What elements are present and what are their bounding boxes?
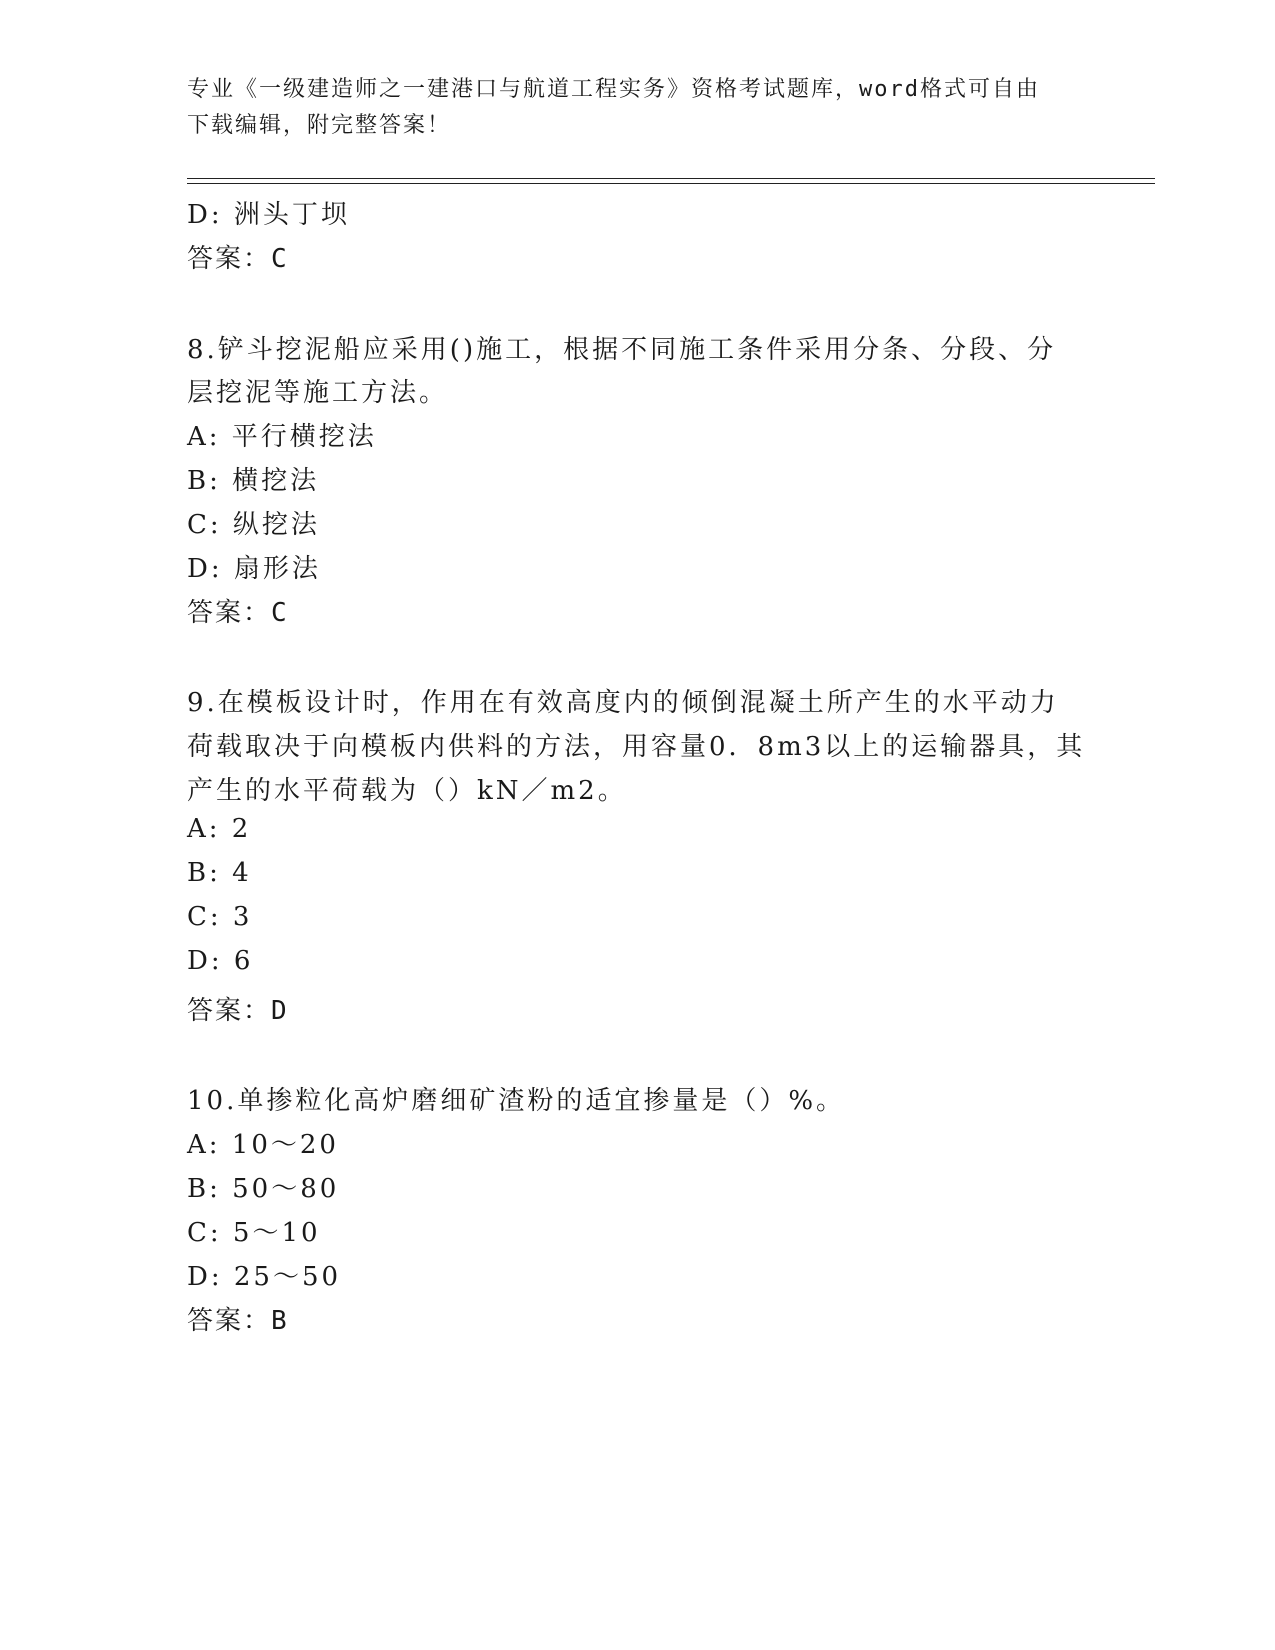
q9-option-a: A: 2 (187, 814, 252, 844)
q9-stem-line-2: 荷载取决于向模板内供料的方法，用容量0．8m3以上的运输器具，其 (187, 732, 1086, 762)
q9-stem-line-1: 9.在模板设计时，作用在有效高度内的倾倒混凝土所产生的水平动力 (187, 688, 1059, 718)
q8-option-c: C: 纵挖法 (187, 510, 320, 540)
q8-stem-line-1: 8.铲斗挖泥船应采用()施工，根据不同施工条件采用分条、分段、分 (187, 335, 1057, 365)
q9-answer: 答案：D (187, 996, 289, 1026)
q9-option-b: B: 4 (187, 858, 252, 888)
q8-option-d: D: 扇形法 (187, 554, 321, 584)
q10-option-a: A: 10～20 (187, 1130, 339, 1160)
q9-stem-line-3: 产生的水平荷载为（）kN／m2。 (187, 776, 627, 806)
q8-stem-line-2: 层挖泥等施工方法。 (187, 378, 449, 408)
header-divider-top (187, 178, 1155, 179)
q10-stem-line-1: 10.单掺粒化高炉磨细矿渣粉的适宜掺量是（）%。 (187, 1086, 846, 1116)
q10-option-d: D: 25～50 (187, 1262, 342, 1292)
q7-answer: 答案：C (187, 244, 289, 274)
q8-option-b: B: 横挖法 (187, 466, 320, 496)
q8-answer: 答案：C (187, 598, 289, 628)
q10-option-b: B: 50～80 (187, 1174, 340, 1204)
q8-option-a: A: 平行横挖法 (187, 422, 377, 452)
header-line-2: 下载编辑，附完整答案！ (187, 113, 452, 138)
document-header (187, 72, 1087, 144)
q9-option-c: C: 3 (187, 902, 253, 932)
header-divider-bottom (187, 183, 1155, 184)
q9-option-d: D: 6 (187, 946, 254, 976)
q10-answer: 答案：B (187, 1306, 289, 1336)
q10-option-c: C: 5～10 (187, 1218, 321, 1248)
header-line-1: 专业《一级建造师之一建港口与航道工程实务》资格考试题库，word格式可自由 (187, 77, 1040, 102)
q7-option-d: D: 洲头丁坝 (187, 200, 350, 230)
